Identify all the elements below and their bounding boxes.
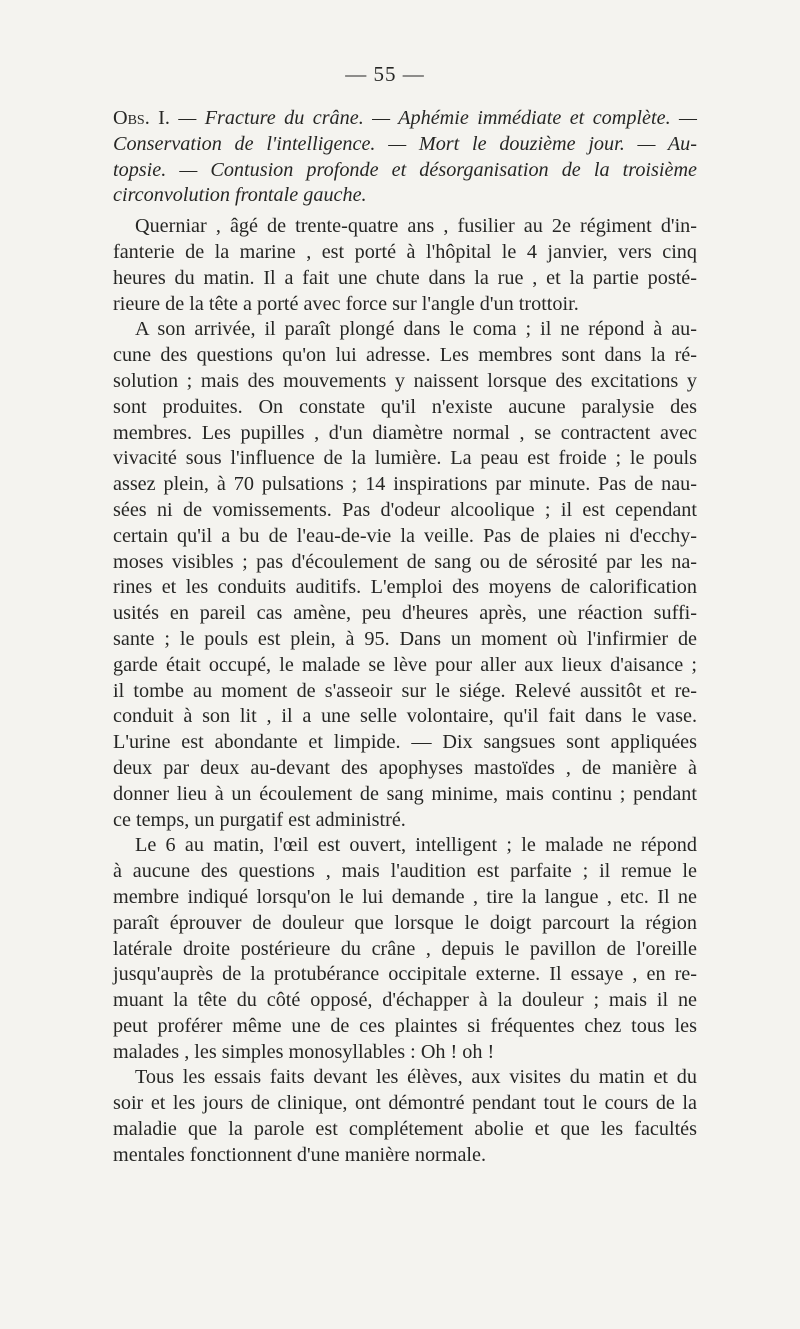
heading-line xyxy=(113,106,697,132)
paragraph-line: usités en pareil cas amène, peu d'heures après, une réaction suffi- xyxy=(113,602,697,625)
paragraph-line: solution ; mais des mouvements y naissent lorsque des excitations y xyxy=(113,369,697,392)
paragraph-line: assez plein, à 70 pulsations ; 14 inspirations par minute. Pas de nau- xyxy=(113,473,697,496)
paragraph-line: Le 6 au matin, l'œil est ouvert, intelligent ; le malade ne répond xyxy=(135,834,697,857)
paragraph-line: soir et les jours de clinique, ont démontré pendant tout le cours de la xyxy=(113,1092,697,1115)
observation-heading xyxy=(113,106,697,209)
paragraph-line: membre indiqué lorsqu'on le lui demande , tire la langue , etc. Il ne xyxy=(113,885,697,908)
paragraph-line: moses visibles ; pas d'écoulement de sang ou de sérosité par les na- xyxy=(113,550,697,573)
observation-label: Obs. I. xyxy=(113,107,170,129)
paragraph-line: fanterie de la marine , est porté à l'hôpital le 4 janvier, vers cinq xyxy=(113,240,697,263)
paragraph-line: garde était occupé, le malade se lève pour aller aux lieux d'aisance ; xyxy=(113,653,697,676)
paragraph-line: Querniar , âgé de trente-quatre ans , fusilier au 2e régiment d'in- xyxy=(135,215,697,238)
paragraph-line: heures du matin. Il a fait une chute dans la rue , et la partie posté- xyxy=(113,266,697,289)
page-text xyxy=(113,106,697,1169)
paragraph-line: rieure de la tête a porté avec force sur l'angle d'un trottoir. xyxy=(113,292,579,315)
paragraph-line: conduit à son lit , il a une selle volontaire, qu'il fait dans le vase. xyxy=(113,705,697,728)
paragraph-line: mentales fonctionnent d'une manière normale. xyxy=(113,1143,487,1166)
paragraph-2 xyxy=(113,317,697,833)
paragraph-4 xyxy=(113,1065,697,1168)
paragraph-line: rines et les conduits auditifs. L'emploi des moyens de calorification xyxy=(113,576,697,599)
paragraph-line: peut proférer même une de ces plaintes si fréquentes chez tous les xyxy=(113,1014,697,1037)
heading-line: Conservation de l'intelligence. — Mort le douzième jour. — Au- xyxy=(113,132,697,155)
paragraph-line: il tombe au moment de s'asseoir sur le siége. Relevé aussitôt et re- xyxy=(113,679,697,702)
paragraph-line: paraît éprouver de douleur que lorsque le doigt parcourt la région xyxy=(113,911,697,934)
paragraph-line: malades , les simples monosyllables : Oh ! oh ! xyxy=(113,1040,495,1063)
page-number: — 55 — xyxy=(345,62,425,86)
paragraph-1 xyxy=(113,214,697,317)
paragraph-line: sées ni de vomissements. Pas d'odeur alcoolique ; il est cependant xyxy=(113,498,697,521)
paragraph-line: Tous les essais faits devant les élèves, aux visites du matin et du xyxy=(135,1066,697,1089)
paragraph-line: sont produites. On constate qu'il n'existe aucune paralysie des xyxy=(113,395,697,418)
paragraph-line: muant la tête du côté opposé, d'échapper à la douleur ; mais il ne xyxy=(113,989,697,1012)
paragraph-line: deux par deux au-devant des apophyses mastoïdes , de manière à xyxy=(113,756,697,779)
paragraph-line: latérale droite postérieure du crâne , depuis le pavillon de l'oreille xyxy=(113,937,697,960)
paragraph-line: ce temps, un purgatif est administré. xyxy=(113,808,406,831)
paragraph-line: maladie que la parole est complétement abolie et que les facultés xyxy=(113,1118,697,1141)
paragraph-line: sante ; le pouls est plein, à 95. Dans un moment où l'infirmier de xyxy=(113,627,697,650)
paragraph-line: jusqu'auprès de la protubérance occipitale externe. Il essaye , en re- xyxy=(113,963,697,986)
paragraph-line: L'urine est abondante et limpide. — Dix sangsues sont appliquées xyxy=(113,731,697,754)
paragraph-line: à aucune des questions , mais l'audition est parfaite ; il remue le xyxy=(113,860,697,883)
paragraph-line: vivacité sous l'influence de la lumière. La peau est froide ; le pouls xyxy=(113,447,697,470)
heading-line: circonvolution frontale gauche. xyxy=(113,184,367,207)
paragraph-line: certain qu'il a bu de l'eau-de-vie la veille. Pas de plaies ni d'ecchy- xyxy=(113,524,697,547)
paragraph-line: donner lieu à un écoulement de sang minime, mais continu ; pendant xyxy=(113,782,697,805)
paragraph-line: cune des questions qu'on lui adresse. Les membres sont dans la ré- xyxy=(113,344,697,367)
heading-line: topsie. — Contusion profonde et désorganisation de la troisième xyxy=(113,158,697,181)
heading-line-text: — Fracture du crâne. — Aphémie immédiate et complète. — xyxy=(169,107,697,129)
paragraph-line: A son arrivée, il paraît plongé dans le coma ; il ne répond à au- xyxy=(135,318,697,341)
paragraph-line: membres. Les pupilles , d'un diamètre normal , se contractent avec xyxy=(113,421,697,444)
paragraph-3 xyxy=(113,833,697,1065)
